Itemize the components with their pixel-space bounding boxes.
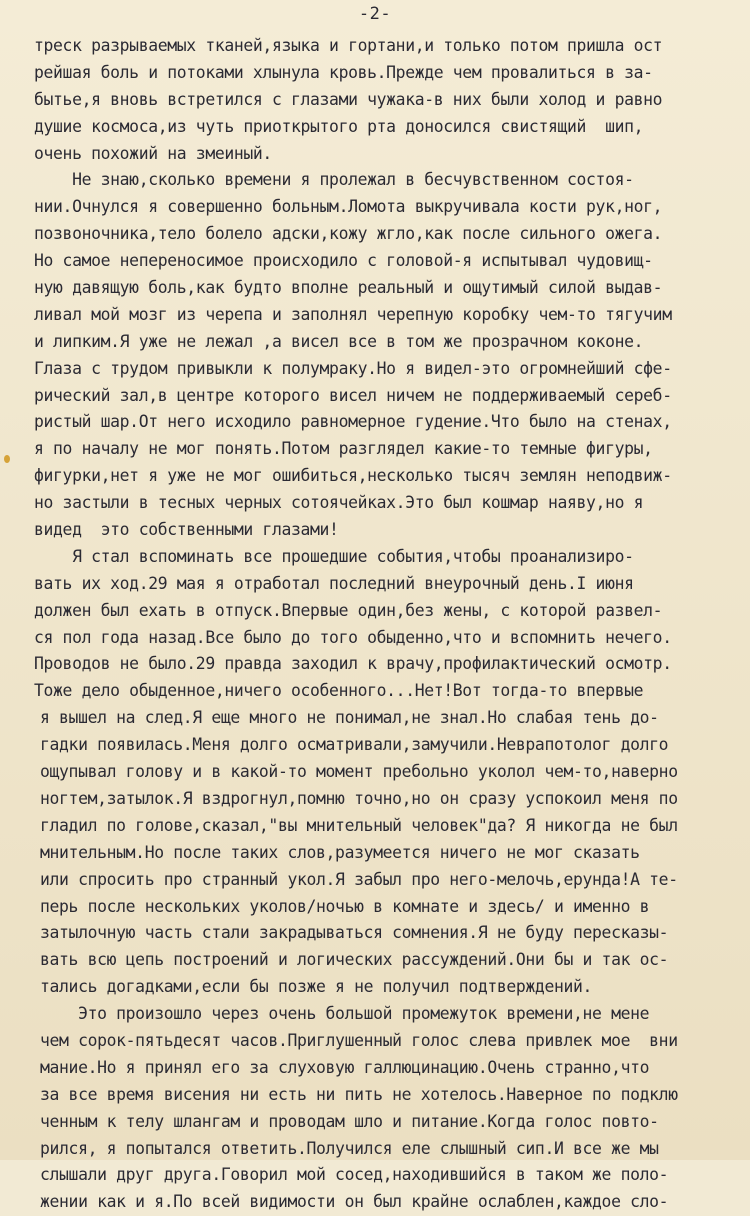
text-line: но застыли в тесных черных сотоячейках.Это был кошмар наяву,но я bbox=[34, 493, 644, 513]
typewritten-text bbox=[0, 33, 750, 1216]
text-line: ливал мой мозг из черепа и заполнял черепную коробку чем-то тягучим bbox=[34, 304, 672, 324]
text-line: ристый шар.От него исходило равномерное гудение.Что было на стенах, bbox=[34, 412, 672, 432]
text-line: рейшая боль и потоками хлынула кровь.Прежде чем провалиться в за- bbox=[34, 62, 653, 82]
text-line: Не знаю,сколько времени я пролежал в бесчувственном состоя- bbox=[34, 170, 634, 190]
text-line: рился, я попытался ответить.Получился еле слышный сип.И все же мы bbox=[40, 1138, 659, 1158]
text-line: гадки появилась.Меня долго осматривали,замучили.Неврапотолог долго bbox=[40, 735, 669, 755]
text-line: рический зал,в центре которого висел ничем не поддерживаемый сереб- bbox=[34, 385, 672, 405]
text-line: Тоже дело обыденное,ничего особенного...Нет!Вот тогда-то впервые bbox=[34, 681, 644, 701]
text-line: мание.Но я принял его за слуховую галлюцинацию.Очень странно,что bbox=[40, 1057, 650, 1077]
text-line: затылочную часть стали закрадываться сомнения.Я не буду пересказы- bbox=[40, 923, 669, 943]
text-line: позвоночника,тело болело адски,кожу жгло,как после сильного ожега. bbox=[34, 224, 663, 244]
text-line: должен был ехать в отпуск.Впервые один,без жены, с которой развел- bbox=[34, 600, 663, 620]
text-line: Проводов не было.29 правда заходил к врачу,профилактический осмотр. bbox=[34, 654, 672, 674]
text-line: я по началу не мог понять.Потом разглядел какие-то темные фигуры, bbox=[34, 439, 653, 459]
text-line: вать всю цепь построений и логических рассуждений.Они бы и так ос- bbox=[40, 950, 669, 970]
text-line: за все время висения ни есть ни пить не хотелось.Наверное по подклю bbox=[40, 1084, 678, 1104]
text-line: душие космоса,из чуть приоткрытого рта доносился свистящий шип, bbox=[34, 116, 644, 136]
text-line: очень похожий на змеиный. bbox=[34, 143, 272, 163]
text-line: чем сорок-пятьдесят часов.Приглушенный голос слева привлек мое вни bbox=[40, 1030, 678, 1050]
text-line: фигурки,нет я уже не мог ошибиться,несколько тысяч землян неподвиж- bbox=[34, 466, 672, 486]
page-number: -2- bbox=[358, 4, 392, 24]
text-line: видед это собственными глазами! bbox=[34, 520, 339, 540]
text-line: треск разрываемых тканей,языка и гортани,и только потом пришла ост bbox=[34, 36, 663, 55]
text-line: Это произошло через очень большой промежуток времени,не мене bbox=[40, 1004, 650, 1024]
text-line: мнительным.Но после таких слов,разумеется ничего не мог сказать bbox=[40, 842, 640, 862]
text-line: жении как и я.По всей видимости он был крайне ослаблен,каждое сло- bbox=[40, 1192, 669, 1212]
text-line: гладил по голове,сказал,"вы мнительный человек"да? Я никогда не был bbox=[40, 815, 678, 835]
text-line: Глаза с трудом привыкли к полумраку.Но я видел-это огромнейший сфе- bbox=[34, 358, 672, 378]
text-line: вать их ход.29 мая я отработал последний внеурочный день.I июня bbox=[34, 573, 634, 593]
text-line: я вышел на след.Я еще много не понимал,не знал.Но слабая тень до- bbox=[40, 708, 659, 728]
text-line: слышали друг друга.Говорил мой сосед,находившийся в таком же поло- bbox=[40, 1165, 669, 1185]
text-line: перь после нескольких уколов/ночью в комнате и здесь/ и именно в bbox=[40, 896, 650, 916]
text-line: ную давящую боль,как будто вполне реальный и ощутимый силой выдав- bbox=[34, 278, 663, 298]
text-line: ощупывал голову и в какой-то момент пребольно уколол чем-то,наверно bbox=[40, 762, 678, 782]
text-line: бытье,я вновь встретился с глазами чужака-в них были холод и равно bbox=[34, 89, 663, 109]
text-line: или спросить про странный укол.Я забыл про него-мелочь,ерунда!А те- bbox=[40, 869, 678, 889]
text-line: ченным к телу шлангам и проводам шло и питание.Когда голос повто- bbox=[40, 1111, 659, 1131]
text-line: Я стал вспоминать все прошедшие события,чтобы проанализиро- bbox=[34, 546, 634, 566]
text-line: и липким.Я уже не лежал ,а висел все в том же прозрачном коконе. bbox=[34, 331, 644, 351]
text-line: нии.Очнулся я совершенно больным.Ломота выкручивала кости рук,ног, bbox=[34, 197, 663, 217]
text-line: Но самое непереносимое происходило с головой-я испытывал чудовищ- bbox=[34, 251, 653, 271]
text-line: ногтем,затылок.Я вздрогнул,помню точно,но он сразу успокоил меня по bbox=[40, 788, 678, 808]
text-line: тались догадками,если бы позже я не получил подтверждений. bbox=[40, 977, 593, 997]
text-line: ся пол года назад.Все было до того обыденно,что и вспомнить нечего. bbox=[34, 627, 672, 647]
